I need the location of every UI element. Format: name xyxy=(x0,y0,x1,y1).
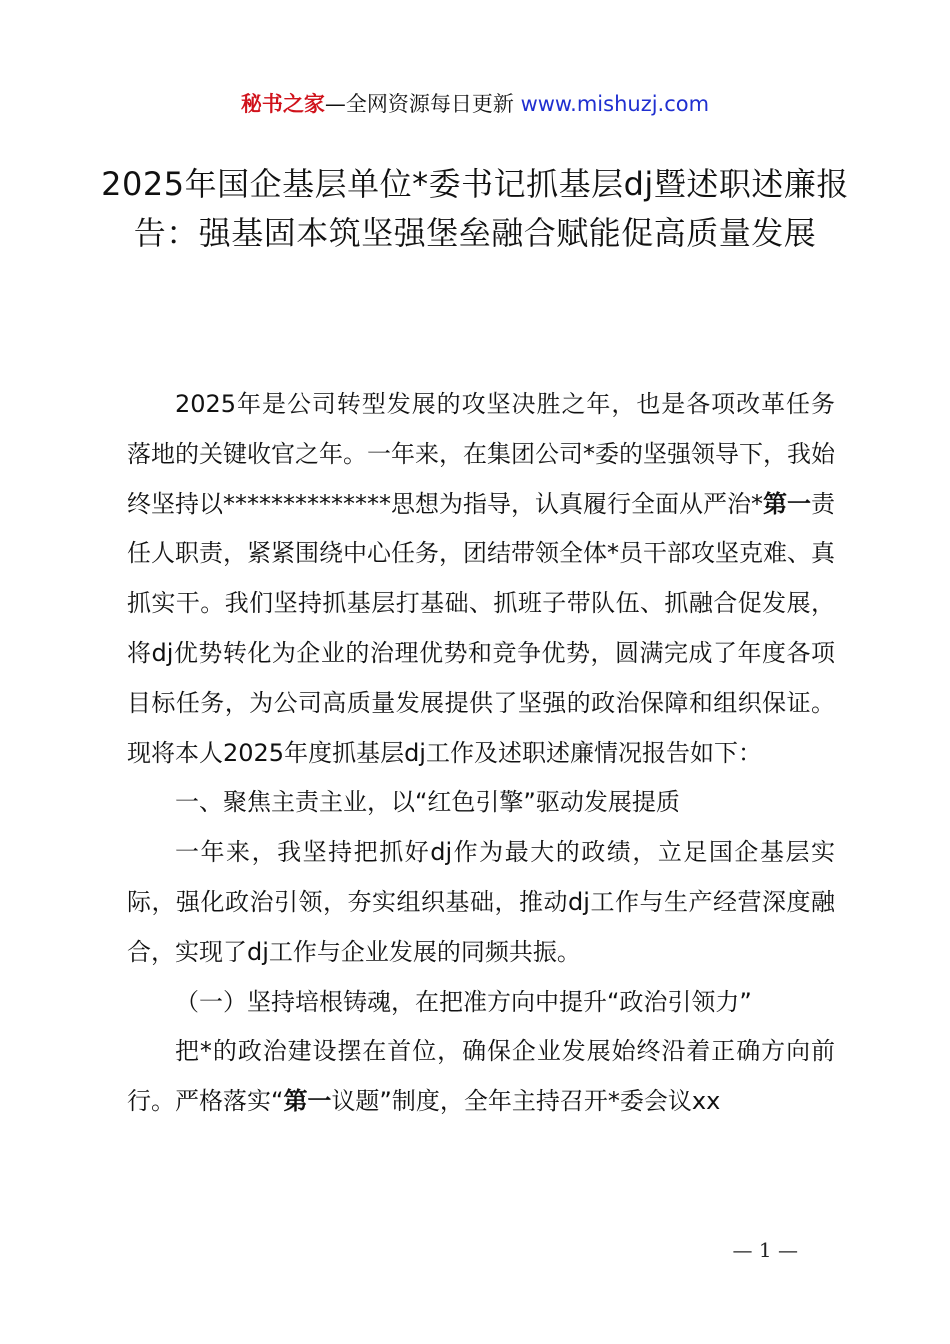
subsection-text-a: 把*的政治建设摆在首位，确保企业发展始终沿着正确方向前行。严格落实“ xyxy=(127,1037,835,1116)
section-1-paragraph: 一年来，我坚持把抓好dj作为最大的政绩，立足国企基层实际，强化政治引领，夯实组织基础，推动dj工作与生产经营深度融合，实现了dj工作与企业发展的同频共振。 xyxy=(127,838,835,966)
subsection-1-paragraph xyxy=(127,1027,835,1127)
intro-paragraph xyxy=(127,380,835,778)
page-number: — 1 — xyxy=(732,1238,798,1262)
brand-name: 秘书之家 xyxy=(240,92,325,116)
subsection-heading-1: （一）坚持培根铸魂，在把准方向中提升“政治引领力” xyxy=(175,987,752,1016)
intro-text-b: 责任人职责，紧紧围绕中心任务，团结带领全体*员干部攻坚克难、真抓实干。我们坚持抓基层打基础、抓班子带队伍、抓融合促发展，将dj优势转化为企业的治理优势和竞争优势，圆满完成了年度各项目标任务，为公司高质量发展提供了坚强的政治保障和组织保证。现将本人2025年度抓基层dj工作及述职述廉情况报告如下： xyxy=(127,489,835,767)
document-body xyxy=(127,380,835,1127)
intro-text-a: 2025年是公司转型发展的攻坚决胜之年，也是各项改革任务落地的关键收官之年。一年来，在集团公司*委的坚强领导下，我始终坚持以**************思想为指导，认真履行全面从严治* xyxy=(127,390,835,518)
site-url-link[interactable]: www.mishuzj.com xyxy=(520,92,710,116)
intro-bold-text: 第一 xyxy=(763,489,811,518)
subsection-text-b: 议题”制度，全年主持召开*委会议xx xyxy=(331,1087,721,1116)
subsection-bold-text: 第一 xyxy=(283,1087,332,1116)
site-header xyxy=(0,88,950,120)
document-title: 2025年国企基层单位*委书记抓基层dj暨述职述廉报告：强基固本筑坚强堡垒融合赋能促高质量发展 xyxy=(101,165,849,252)
header-slogan: —全网资源每日更新 xyxy=(324,92,521,116)
section-heading-1: 一、聚焦主责主业，以“红色引擎”驱动发展提质 xyxy=(175,788,680,817)
